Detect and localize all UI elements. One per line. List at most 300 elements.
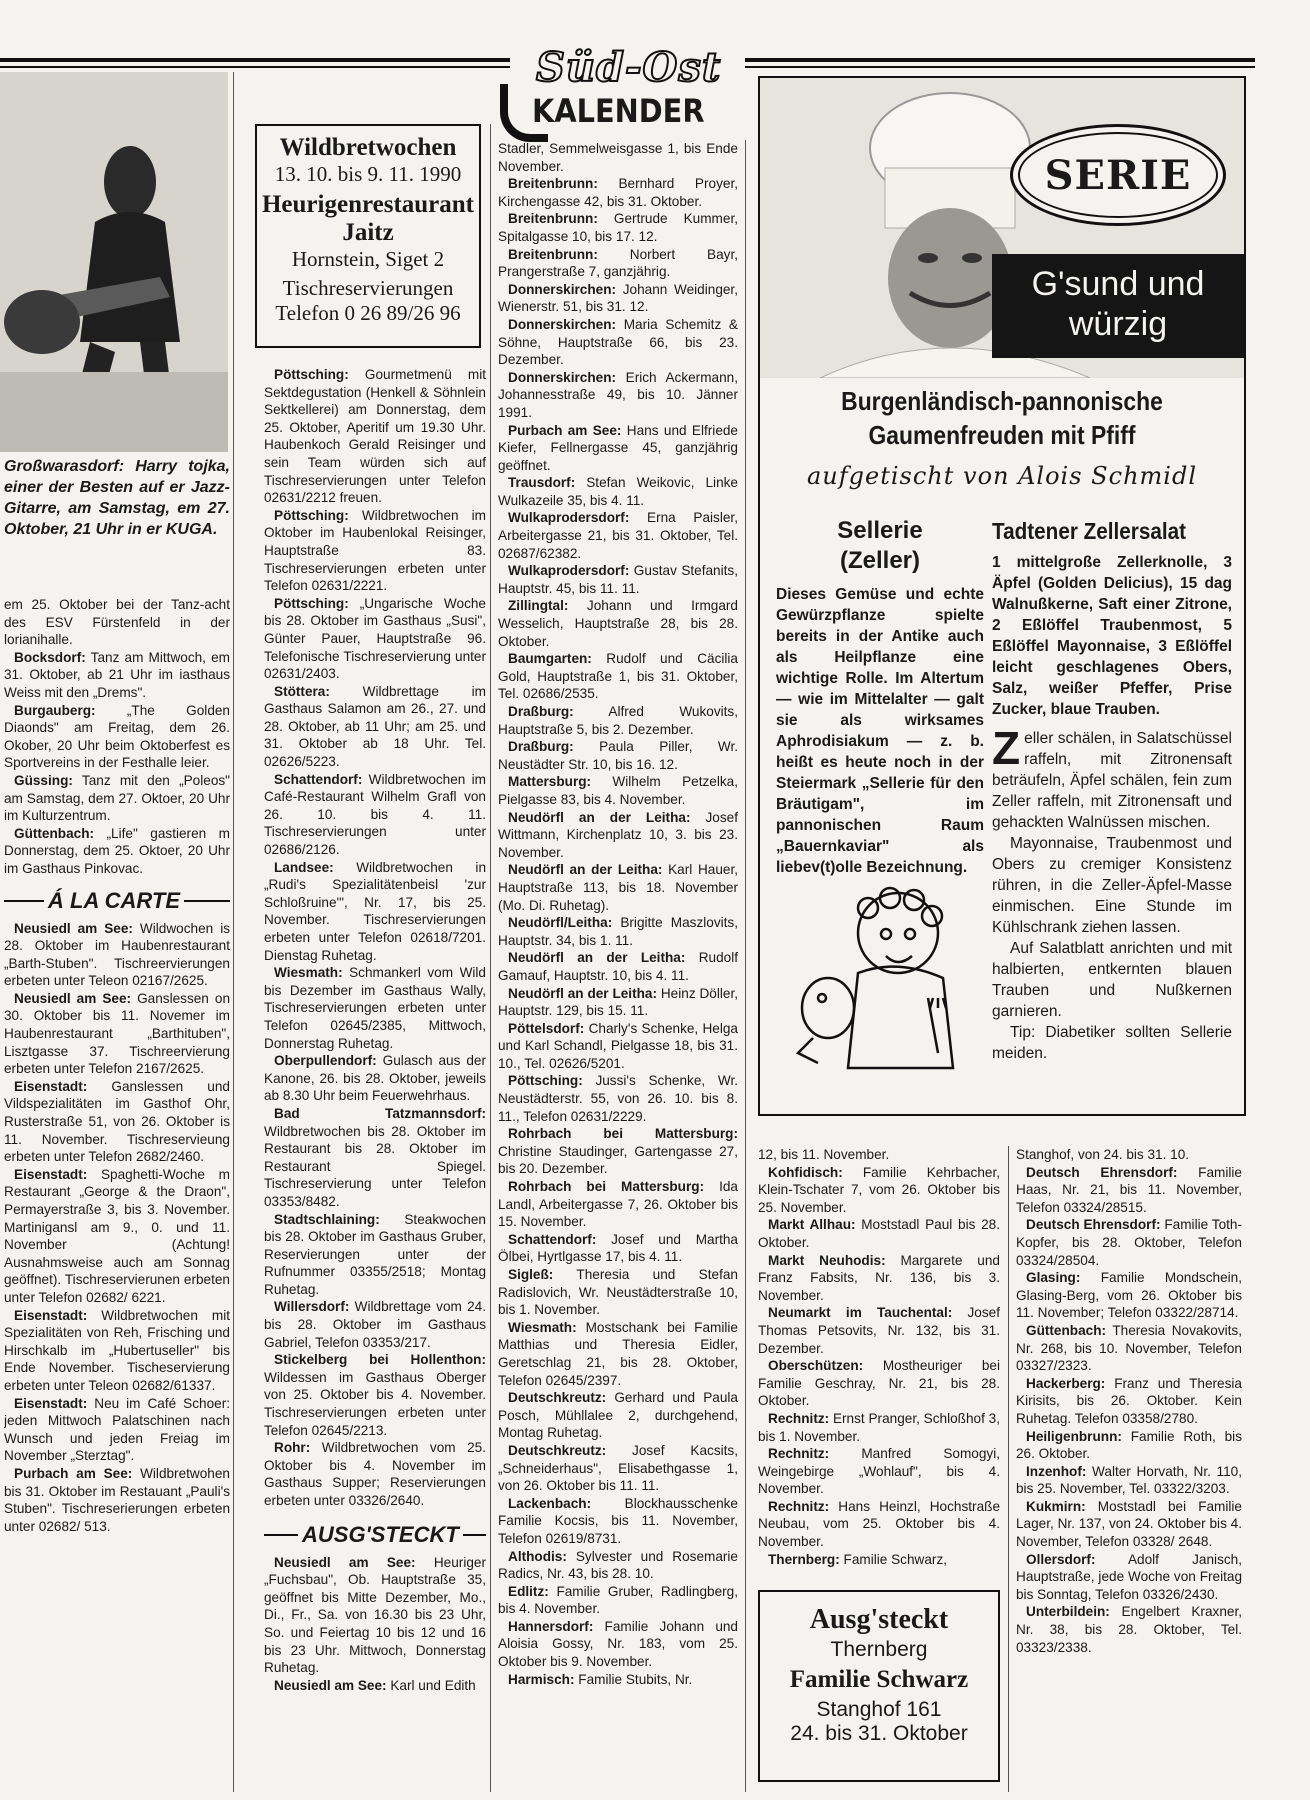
listing-entry	[4, 772, 230, 825]
listing-entry	[264, 1351, 486, 1439]
listing-entry	[4, 649, 230, 702]
photo-caption	[4, 456, 230, 540]
listing-text: Familie Johann und Aloisia Gossy, Nr. 183, vom 25. Oktober bis 9. November.	[498, 1618, 738, 1670]
serie-box	[758, 76, 1246, 1116]
listing-text: Brigitte Maszlovits, Hauptstr. 34, bis 1. 11.	[498, 915, 738, 948]
listing-text: Walter Horvath, Nr. 110, bis 25. November, Tel. 03322/3203.	[1016, 1463, 1242, 1497]
recipe-method1: eller schälen, in Salatschüssel raffeln, mit Zitronensaft beträufeln, Äpfel schälen, fein zum Zeller raffeln, mit Zitronensaft und gehackten Walnüssen mischen.	[992, 730, 1232, 831]
listing-entry	[1016, 1551, 1242, 1604]
listing-place: Neudörfl an der Leitha:	[508, 809, 691, 825]
col2-ausg-list	[264, 1554, 486, 1695]
ad-wild-line7: Telefon 0 26 89/26 96	[275, 301, 461, 325]
listing-place: Markt Neuhodis:	[768, 1252, 886, 1268]
ad-ausg-line5: 24. bis 31. Oktober	[790, 1722, 968, 1745]
listing-entry	[758, 1216, 1000, 1251]
cartoon-illustration	[778, 878, 978, 1078]
listing-entry	[1016, 1164, 1242, 1217]
listing-text: Familie Haas, Nr. 21, bis 11. November, Telefon 03324/28515.	[1016, 1164, 1242, 1215]
masthead-title: KALENDER	[532, 92, 705, 130]
listing-entry	[4, 1078, 230, 1166]
listing-entry	[498, 1618, 738, 1671]
listing-entry	[498, 773, 738, 808]
listing-text: Theresia Novakovits, Nr. 268, bis 10. November, Telefon 03327/2323.	[1016, 1322, 1242, 1374]
listing-place: Draßburg:	[508, 739, 574, 755]
listing-entry	[758, 1357, 1000, 1410]
listing-entry	[498, 1495, 738, 1548]
listing-entry	[1016, 1322, 1242, 1375]
ausg-title: AUSG'STECKT	[302, 1521, 459, 1547]
listing-text: Stefan Weikovic, Linke Wulkazeile 35, bis 4. 11.	[498, 475, 738, 508]
listing-text: Wildbretwochen im Café-Restaurant Wilhelm Grafl von 26. 10. bis 4. 11. Tischreservierungen unter 02686/2126.	[264, 771, 486, 858]
sellerie-section	[776, 516, 984, 878]
column-1	[4, 596, 230, 1796]
listing-entry	[264, 771, 486, 859]
listing-text: Bernhard Proyer, Kirchengasse 42, bis 31. Oktober.	[498, 176, 738, 209]
banner-line2: würzig	[1068, 305, 1168, 343]
listing-entry	[264, 683, 486, 771]
listing-text: Wildessen im Gasthaus Oberger von 25. Oktober bis 4. November. Tischreservierungen erbeten unter Telefon 02645/2213.	[264, 1369, 486, 1438]
listing-text: Engelbert Kraxner, Nr. 38, bis 28. Oktober, Tel. 03323/2338.	[1016, 1604, 1242, 1655]
listing-place: Rohrbach bei Mattersburg:	[508, 1179, 705, 1195]
chef-photo	[760, 78, 1244, 378]
listing-place: Deutsch Ehrensdorf:	[1026, 1217, 1161, 1233]
listing-place: Kohfidisch:	[768, 1164, 843, 1180]
listing-text: Heuriger „Fuchsbau", Ob. Hauptstraße 35, geöffnet bis Mitte Dezember, Mo., Di., Fr., Sa. von 16.30 bis 23 Uhr, So. und Feiertag 10 bis 12 und 16 bis 23 Uhr. Mittwoch, Donnerstag Ruhetag.	[264, 1554, 486, 1676]
listing-place: Donnerskirchen:	[508, 316, 617, 332]
recipe-method3: Auf Salatblatt anrichten und mit halbierten, entkernten blauen Trauben und Nußkernen garnieren.	[992, 940, 1232, 1020]
listing-text: Familie Mondschein, Glasing-Berg, vom 26. Oktober bis 11. November; Telefon 03322/28714.	[1016, 1270, 1242, 1321]
sellerie-text: Dieses Gemüse und echte Gewürzpflanze spielte bereits in der Antike auch als Heilpflanze eine wichtige Rolle. Im Altertum — wie im Mittelalter — galt sie als wirksames Aphrodisiakum — z. b. heißt es heute noch in der Steiermark „Sellerie für den Bräutigam", im pannonischen Raum „Bauernkaviar" als liebev(t)olle Bezeichnung.	[776, 586, 984, 876]
listing-entry	[498, 210, 738, 245]
listing-place: Althodis:	[508, 1548, 567, 1564]
listing-place: Eisenstadt:	[14, 1395, 88, 1411]
listing-text: Gustav Stefanits, Hauptstr. 45, bis 11. 11.	[498, 563, 738, 596]
listing-place: Bad Tatzmannsdorf:	[274, 1105, 486, 1121]
listing-place: Neumarkt im Tauchental:	[768, 1305, 953, 1321]
listing-text: em 25. Oktober bei der Tanz-acht des ESV Fürstenfeld in der lorianihalle.	[4, 597, 230, 648]
serie-byline: aufgetischt von Alois Schmidl	[806, 462, 1197, 490]
listing-entry	[1016, 1603, 1242, 1656]
listing-entry	[758, 1551, 1000, 1569]
listing-text: Sylvester und Rosemarie Radics, Nr. 43, bis 28. 10.	[498, 1548, 738, 1582]
ad-ausg-line2: Thernberg	[830, 1638, 928, 1661]
col2-entry-list	[264, 366, 486, 1510]
listing-place: Trausdorf:	[508, 475, 576, 491]
listing-entry	[498, 1319, 738, 1389]
listing-text: Theresia und Stefan Radislovich, Wr. Neustädterstraße 10, bis 1. November.	[498, 1267, 738, 1318]
listing-entry	[1016, 1428, 1242, 1463]
listing-place: Güttenbach:	[14, 825, 95, 841]
listing-text: Familie Schwarz,	[839, 1551, 948, 1567]
listing-text: Josef und Martha Ölbei, Hyrtlgasse 17, bis 4. 11.	[498, 1231, 738, 1265]
ad-wild-line4: Jaitz	[342, 219, 394, 246]
listing-entry	[498, 562, 738, 597]
listing-text: Wildwochen is 28. Oktober im Haubenrestaurant „Barth-Stuben". Tischreervierungen erbeten unter Teleon 02167/2625.	[4, 920, 230, 989]
caption-place: Großwarasdorf:	[4, 458, 125, 475]
listing-place: Deutschkreutz:	[508, 1390, 607, 1406]
listing-place: Glasing:	[1026, 1270, 1081, 1286]
listing-text: Moststadl Paul bis 28. Oktober.	[758, 1217, 1000, 1250]
ad-ausg-line4: Stanghof 161	[816, 1698, 942, 1721]
listing-place: Neudörfl an der Leitha:	[508, 985, 658, 1001]
listing-entry	[498, 1231, 738, 1266]
ad-wild-line6: Tischreservierungen	[282, 276, 454, 300]
col4-entry-list	[758, 1146, 1000, 1568]
listing-entry	[4, 596, 230, 649]
listing-entry	[264, 1677, 486, 1695]
ad-wild-line2: 13. 10. bis 9. 11. 1990	[274, 162, 462, 186]
column-2	[264, 366, 486, 1796]
listing-text: Gertrude Kummer, Spitalgasse 10, bis 17. 12.	[498, 211, 738, 244]
listing-entry	[498, 861, 738, 914]
listing-place: Rohrbach bei Mattersburg:	[508, 1126, 738, 1142]
listing-text: Gulasch aus der Kanone, 26. bis 28. Oktober, jeweils ab 8.30 Uhr beim Feuerwehrhaus.	[264, 1053, 486, 1104]
listing-text: Heinz Döller, Hauptstr. 129, bis 15. 11.	[498, 985, 738, 1019]
listing-place: Wiesmath:	[508, 1319, 577, 1335]
listing-entry	[498, 597, 738, 650]
col-divider-1	[233, 72, 234, 1792]
listing-entry	[498, 914, 738, 949]
listing-entry	[264, 1211, 486, 1299]
serie-badge	[1010, 124, 1226, 226]
listing-place: Markt Allhau:	[768, 1217, 856, 1233]
listing-text: Stadler, Semmelweisgasse 1, bis Ende November.	[498, 141, 738, 174]
masthead-script: Süd-Ost	[536, 44, 722, 91]
listing-text: Familie Toth-Kopfer, bis 28. Oktober, Telefon 03324/28504.	[1016, 1217, 1242, 1268]
caption-text: Harry tojka, einer der Besten auf er Jazz-Gitarre, am Samstag, em 27. Oktober, 21 Uhr in er KUGA.	[4, 458, 230, 538]
listing-place: Heiligenbrunn:	[1026, 1428, 1122, 1444]
top-rule-left-thin	[0, 66, 510, 68]
listing-text: Josef Kacsits, „Schneiderhaus", Elisabethgasse 1, von 26. Oktober bis 11. 11.	[498, 1442, 738, 1494]
listing-entry	[4, 1395, 230, 1465]
listing-text: Ganslessen und Vildspezialitäten im Gasthof Ohr, Rusterstraße 51, von 26. Oktober is 11. November. Tischreservieung erbeten unter Telefon 2682/2460.	[4, 1078, 230, 1165]
listing-place: Breitenbrunn:	[508, 246, 598, 262]
listing-entry	[264, 964, 486, 1052]
listing-text: Wildbrettage im Gasthaus Salamon am 26., 27. und 28. Oktober, ab 11 Uhr; am 25. und 31. Oktober ab 18 Uhr. Tel. 02626/5223.	[264, 683, 486, 770]
listing-entry	[4, 1465, 230, 1535]
banner-line1: G'sund und	[1031, 265, 1205, 303]
col1-intro-list	[4, 596, 230, 878]
listing-entry	[4, 990, 230, 1078]
listing-text: Johann und Irmgard Wesselich, Hauptstraße 28, bis 28. Oktober.	[498, 598, 738, 649]
recipe-dropcap: Z	[992, 722, 1021, 774]
listing-text: Erna Paisler, Arbeitergasse 21, bis 31. Oktober, Tel. 02687/62382.	[498, 510, 738, 561]
listing-place: Unterbildein:	[1026, 1604, 1110, 1620]
top-rule-right	[745, 58, 1255, 62]
listing-text: Rudolf und Cäcilia Gold, Hauptstraße 1, bis 31. Oktober, Tel. 02686/2535.	[498, 651, 738, 702]
listing-place: Mattersburg:	[508, 774, 592, 790]
listing-place: Donnerskirchen:	[508, 281, 617, 297]
listing-entry	[4, 1166, 230, 1307]
cartoon-drawing	[778, 878, 978, 1078]
listing-entry	[264, 859, 486, 965]
listing-place: Hackerberg:	[1026, 1375, 1106, 1391]
listing-text: Josef Wittmann, Kirchenplatz 10, 3. bis 23. November.	[498, 809, 738, 860]
listing-entry	[758, 1164, 1000, 1217]
listing-place: Güssing:	[14, 772, 73, 788]
listing-place: Draßburg:	[508, 704, 574, 719]
listing-entry	[498, 369, 738, 422]
listing-text: Paula Piller, Wr. Neustädter Str. 10, bis 16. 12.	[498, 739, 738, 772]
listing-place: Purbach am See:	[14, 1465, 133, 1481]
listing-entry	[264, 1052, 486, 1105]
column-3	[498, 140, 738, 1796]
listing-entry	[498, 1072, 738, 1125]
listing-place: Wulkaprodersdorf:	[508, 510, 630, 526]
listing-place: Stickelberg bei Hollenthon:	[274, 1352, 486, 1368]
listing-entry	[498, 1178, 738, 1231]
listing-text: Mostschank bei Familie Matthias und Theresia Eidler, Geretschlag 21, bis 28. Oktober, Telefon 02645/2397.	[498, 1319, 738, 1388]
listing-place: Bocksdorf:	[14, 649, 86, 665]
listing-text: Wildbretwochen mit Spezialitäten von Reh, Frisching und Hirschkalb im „Hubertuseller" bis Ende November. Tischeservierung erbeten unter Teleon 02682/61337.	[4, 1307, 230, 1393]
listing-entry	[264, 1298, 486, 1351]
listing-entry	[1016, 1375, 1242, 1428]
listing-entry	[498, 703, 738, 738]
listing-text: Franz und Theresia Kirisits, bis 26. Oktober. Kein Ruhetag. Telefon 03358/2780.	[1016, 1375, 1242, 1426]
guitarist-illustration	[0, 72, 228, 452]
listing-entry	[498, 1548, 738, 1583]
listing-text: Hans und Elfriede Kiefer, Fellnergasse 45, ganzjährig geöffnet.	[498, 422, 738, 473]
listing-entry	[758, 1252, 1000, 1305]
listing-text: Erich Ackermann, Johannesstraße 49, bis 10. Jänner 1991.	[498, 369, 738, 420]
listing-place: Pöttsching:	[274, 507, 349, 523]
listing-place: Rechnitz:	[768, 1446, 830, 1462]
listing-entry	[1016, 1216, 1242, 1269]
ausg-heading	[264, 1518, 486, 1552]
recipe-title: Tadtener Zellersalat	[992, 518, 1187, 544]
column-5	[1016, 1146, 1242, 1796]
listing-place: Breitenbrunn:	[508, 211, 598, 227]
listing-place: Ollersdorf:	[1026, 1551, 1096, 1567]
listing-entry	[758, 1498, 1000, 1551]
listing-text: Manfred Somogyi, Weingebirge „Wohlauf", bis 4. November.	[758, 1446, 1000, 1497]
listing-place: Breitenbrunn:	[508, 176, 598, 192]
listing-text: Charly's Schenke, Helga und Karl Schandl, Pielgasse 18, bis 31. 10., Tel. 02626/5201.	[498, 1020, 738, 1071]
listing-place: Zillingtal:	[508, 598, 569, 614]
col-divider-4	[1008, 1146, 1009, 1792]
col-divider-3	[745, 140, 746, 1792]
listing-place: Wulkaprodersdorf:	[508, 563, 630, 579]
listing-text: Ganslessen on 30. Oktober bis 11. Novemer im Haubenrestaurant „Barthituben", Lisztgasse 37. Tischreervierung erbeten unter Telefon 2167/2625.	[4, 990, 230, 1077]
listing-entry	[264, 1105, 486, 1211]
listing-place: Neudörfl an der Leitha:	[508, 862, 663, 878]
headline-line1: Burgenländisch-pannonische	[841, 386, 1163, 416]
recipe-method2: Mayonnaise, Traubenmost und Obers zu cremiger Konsistenz rühren, in die Zeller-Äpfel-Masse einmischen. Eine Stunde im Kühlschrank ziehen lassen.	[992, 835, 1232, 936]
listing-entry	[498, 175, 738, 210]
listing-place: Burgauberg:	[14, 702, 96, 718]
listing-entry	[4, 1307, 230, 1395]
alacarte-heading	[4, 884, 230, 918]
listing-place: Hannersdorf:	[508, 1618, 594, 1634]
listing-place: Thernberg:	[768, 1551, 840, 1567]
listing-entry	[498, 1442, 738, 1495]
top-rule-left	[0, 58, 510, 62]
listing-place: Inzenhof:	[1026, 1463, 1087, 1479]
ad-wild-line3: Heurigenrestaurant	[261, 191, 474, 218]
listing-place: Edlitz:	[508, 1583, 549, 1599]
listing-entry	[4, 702, 230, 772]
listing-text: 12, bis 11. November.	[758, 1147, 890, 1162]
listing-text: Familie Gruber, Radlingberg, bis 4. November.	[498, 1583, 738, 1617]
listing-entry	[758, 1304, 1000, 1357]
top-rule-right-thin	[745, 66, 1255, 68]
listing-entry	[758, 1445, 1000, 1498]
guitarist-photo	[0, 72, 228, 452]
listing-entry	[1016, 1269, 1242, 1322]
ad-ausg-line1: Ausg'steckt	[809, 1604, 949, 1635]
ad-ausgsteckt	[758, 1590, 1000, 1782]
listing-text: Neu im Café Schoer: jeden Mittwoch Palatschinen nach Wunsch und jeden Freiag im November „Sterztag".	[4, 1395, 230, 1464]
sellerie-title1: Sellerie	[837, 517, 923, 544]
listing-place: Neusiedl am See:	[274, 1677, 387, 1693]
listing-entry	[498, 650, 738, 703]
listing-place: Oberpullendorf:	[274, 1053, 377, 1069]
listing-entry	[498, 1266, 738, 1319]
listing-place: Stöttera:	[274, 683, 330, 699]
listing-place: Deutschkreutz:	[508, 1442, 607, 1458]
listing-text: „Ungarische Woche bis 28. Oktober im Gasthaus „Susi", Günter Pauer, Hauptstraße 96. Telefonische Tischreservierung unter 02631/2403.	[264, 595, 486, 682]
recipe-ingredients: 1 mittelgroße Zellerknolle, 3 Äpfel (Golden Delicius), 15 dag Walnußkerne, Saft einer Zitrone, 2 Eßlöffel Traubenmost, 5 Eßlöffel Mayonnaise, 3 Eßlöffel leicht geschlagenes Obers, Salz, weißer Pfeffer, Prise Zucker, blaue Trauben.	[992, 554, 1232, 718]
listing-text: Spaghetti-Woche m Restaurant „George & the Draon", Permayerstraße 3, bis 3. November. Martinigansl am 9., 0. und 11. November (Achtung! Ausnahmsweise auch am Sonnag geöffnet). Tischreservierunen erbeten unter Telefon 02682/ 6221.	[4, 1166, 230, 1305]
listing-place: Lackenbach:	[508, 1495, 592, 1511]
listing-place: Stadtschlaining:	[274, 1211, 380, 1227]
col1-alacarte-list	[4, 920, 230, 1536]
listing-place: Pöttsching:	[274, 595, 349, 611]
listing-text: Norbert Bayr, Prangerstraße 7, ganzjährig.	[498, 246, 738, 280]
recipe-section	[992, 516, 1232, 1064]
listing-place: Pöttelsdorf:	[508, 1020, 585, 1036]
listing-place: Eisenstadt:	[14, 1166, 88, 1182]
listing-place: Rechnitz:	[768, 1498, 830, 1514]
serie-badge-text: SERIE	[1044, 151, 1192, 199]
listing-place: Baumgarten:	[508, 651, 592, 667]
listing-entry	[758, 1146, 1000, 1164]
listing-entry	[498, 422, 738, 475]
listing-place: Purbach am See:	[508, 422, 622, 438]
listing-text: „Life" gastieren m Donnerstag, dem 25. Oktoer, 20 Uhr im Gasthaus Pinkovac.	[4, 825, 230, 876]
listing-entry	[498, 738, 738, 773]
listing-entry	[498, 246, 738, 281]
listing-text: Moststadl bei Familie Lager, Nr. 137, von 24. Oktober bis 4. November, Telefon 03328/ 2648.	[1016, 1498, 1242, 1550]
listing-place: Güttenbach:	[1026, 1322, 1107, 1338]
listing-entry	[1016, 1463, 1242, 1498]
listing-place: Neusiedl am See:	[14, 990, 132, 1006]
masthead	[492, 44, 752, 136]
listing-entry	[498, 140, 738, 175]
listing-entry	[498, 1671, 738, 1689]
listing-place: Eisenstadt:	[14, 1307, 88, 1323]
listing-entry	[264, 595, 486, 683]
listing-text: Ernst Pranger, Schloßhof 3, bis 1. November.	[758, 1410, 1000, 1444]
sellerie-title2: (Zeller)	[839, 547, 920, 574]
listing-place: Neusiedl am See:	[14, 920, 133, 936]
serie-banner	[992, 254, 1244, 358]
listing-place: Schattendorf:	[508, 1231, 597, 1247]
listing-place: Deutsch Ehrensdorf:	[1026, 1164, 1178, 1180]
listing-entry	[264, 1554, 486, 1677]
listing-entry	[498, 949, 738, 984]
listing-text: Maria Schemitz & Söhne, Hauptstraße 66, bis 23. Dezember.	[498, 316, 738, 368]
listing-entry	[498, 281, 738, 316]
col5-entry-list	[1016, 1146, 1242, 1656]
listing-text: Blockhausschenke Familie Kocsis, bis 11. November, Telefon 02619/8731.	[498, 1495, 738, 1546]
listing-text: Tanz mit den „Poleos" am Samstag, dem 27. Oktoer, 20 Uhr im Kulturzentrum.	[4, 772, 230, 824]
listing-place: Rohr:	[274, 1440, 311, 1456]
ad-wildbretwochen	[255, 124, 481, 348]
listing-place: Landsee:	[274, 859, 334, 875]
listing-place: Wiesmath:	[274, 965, 343, 981]
listing-text: Tanz am Mittwoch, em 31. Oktober, ab 21 Uhr im iasthaus Weiss mit den „Drems".	[4, 649, 230, 700]
ad-ausg-line3: Familie Schwarz	[789, 1666, 969, 1693]
listing-text: Wildbretwochen bis 28. Oktober im Restaurant bis 28. Oktober im Restaurant Spiegel. Tischreservierung unter Telefon 03353/8482.	[264, 1123, 486, 1209]
listing-place: Donnerskirchen:	[508, 369, 617, 385]
listing-text: Gourmetmenü mit Sektdegustation (Henkell & Söhnlein Sektkellerei) am Donnerstag, dem 25. Oktober, Aperitif um 19.30 Uhr. Haubenkoch Gerald Reisinger und sein Team würden sich auf Tischreservierungen unter Telefon 02631/2212 freuen.	[264, 367, 486, 506]
headline-line2: Gaumenfreuden mit Pfiff	[868, 420, 1136, 450]
listing-text: Adolf Janisch, Hauptstraße, jede Woche von Freitag bis Sonntag, Telefon 03326/2430.	[1016, 1551, 1242, 1602]
listing-place: Sigleß:	[508, 1267, 554, 1282]
listing-text: Johann Weidinger, Wienerstr. 51, bis 31. 12.	[498, 281, 738, 315]
listing-entry	[498, 1020, 738, 1073]
listing-text: Familie Kehrbacher, Klein-Tschater 7, vom 26. Oktober bis 25. November.	[758, 1164, 1000, 1215]
listing-entry	[4, 920, 230, 990]
col3-entry-list	[498, 140, 738, 1688]
listing-text: Stanghof, von 24. bis 31. 10.	[1016, 1147, 1190, 1162]
listing-text: Wilhelm Petzelka, Pielgasse 83, bis 4. November.	[498, 774, 738, 807]
listing-entry	[264, 507, 486, 595]
listing-entry	[1016, 1146, 1242, 1164]
listing-entry	[264, 1439, 486, 1509]
listing-place: Pöttsching:	[274, 367, 349, 382]
listing-text: Wildbretwochen in „Rudi's Spezialitätenbeisl 'zur Schloßruine'", Nr. 17, bis 25. November. Tischreservierungen erbeten unter Telefon 02618/7201. Dienstag Ruhetag.	[264, 859, 486, 963]
ad-wild-line1: Wildbretwochen	[279, 134, 457, 161]
listing-text: Familie Stubits, Nr.	[574, 1671, 693, 1687]
listing-entry	[498, 1389, 738, 1442]
listing-place: Harmisch:	[508, 1671, 575, 1687]
listing-text: Rudolf Gamauf, Hauptstr. 10, bis 4. 11.	[498, 950, 738, 983]
listing-text: Wildbretwochen vom 25. Oktober bis 4. November im Gasthaus Supper; Reservierungen erbeten unter 03326/2640.	[264, 1440, 486, 1508]
listing-text: „The Golden Diaonds" am Freitag, dem 26. Okober, 20 Uhr beim Oktoberfest es Sportvereins in der Festhalle leier.	[4, 702, 230, 771]
listing-text: Josef Thomas Petsovits, Nr. 132, bis 31. Dezember.	[758, 1305, 1000, 1356]
listing-place: Oberschützen:	[768, 1358, 864, 1374]
listing-place: Neudörfl/Leitha:	[508, 915, 613, 931]
listing-place: Willersdorf:	[274, 1299, 350, 1315]
listing-text: Familie Roth, bis 26. Oktober.	[1016, 1428, 1242, 1462]
listing-text: Margarete und Franz Fabsits, Nr. 136, bis 3. November.	[758, 1252, 1000, 1303]
listing-text: Karl Hauer, Hauptstraße 113, bis 18. November (Mo. Di. Ruhetag).	[498, 862, 738, 913]
listing-entry	[498, 316, 738, 369]
listing-place: Neusiedl am See:	[274, 1554, 416, 1570]
listing-place: Schattendorf:	[274, 771, 363, 787]
listing-text: Wildbretwochen im Oktober im Haubenlokal Reisinger, Hauptstraße 83. Tischreservierungen erbeten unter Telefon 02631/2221.	[264, 507, 486, 594]
listing-text: Wildbrettage vom 24. bis 28. Oktober im Gasthaus Gabriel, Telefon 03353/217.	[264, 1299, 486, 1350]
listing-place: Neudörfl an der Leitha:	[508, 950, 686, 966]
listing-text: Wildbretwohen bis 31. Oktober im Restauant „Pauli's Stuben". Tischreserierungen erbeten unter 02682/ 513.	[4, 1465, 230, 1534]
listing-text: Karl und Edith	[386, 1677, 476, 1693]
listing-text: Steakwochen bis 28. Oktober im Gasthaus Gruber, Reservierungen unter der Rufnummer 03355/2518; Montag Ruhetag.	[264, 1211, 486, 1297]
listing-place: Rechnitz:	[768, 1410, 830, 1426]
listing-place: Eisenstadt:	[14, 1078, 88, 1094]
listing-entry	[498, 474, 738, 509]
listing-entry	[264, 366, 486, 507]
listing-entry	[1016, 1498, 1242, 1551]
serie-headline	[760, 384, 1244, 496]
listing-text: Jussi's Schenke, Wr. Neustädterstr. 55, von 26. 10. bis 8. 11., Telefon 02631/2229.	[498, 1073, 738, 1124]
ad-wild-line5: Hornstein, Siget 2	[291, 247, 445, 271]
listing-text: Mostheuriger bei Familie Geschray, Nr. 21, bis 28. Oktober.	[758, 1358, 1000, 1409]
listing-entry	[498, 1125, 738, 1178]
col-divider-2	[490, 124, 491, 1792]
listing-text: Schmankerl vom Wild bis Dezember im Gasthaus Wally, Tischreservierungen erbeten unter Telefon 02645/2385, Mittwoch, Donnerstag Ruhetag.	[264, 965, 486, 1051]
